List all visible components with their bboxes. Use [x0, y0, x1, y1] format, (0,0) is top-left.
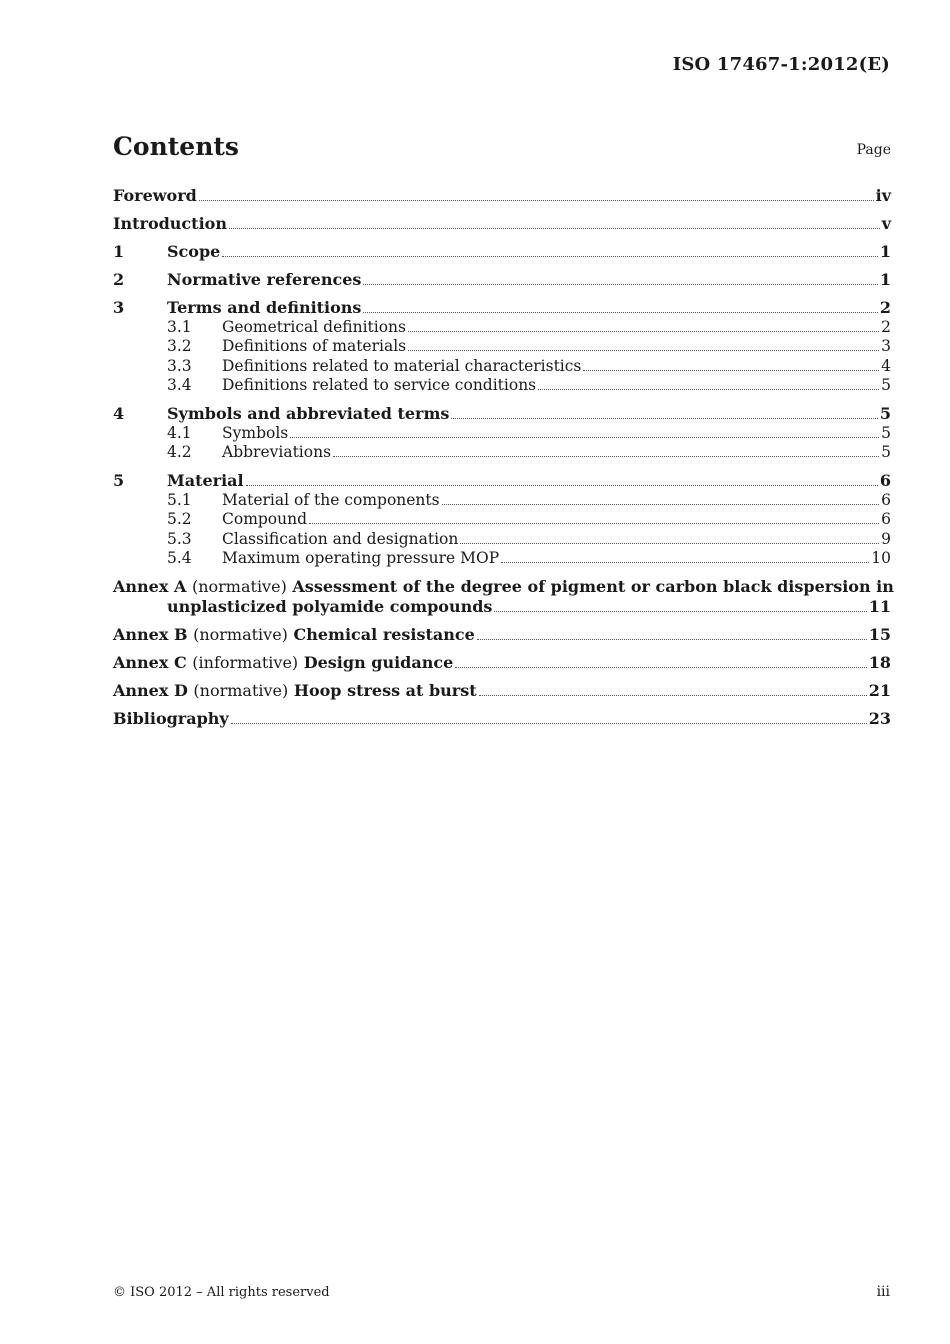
toc-number: 3.1	[167, 317, 192, 336]
toc-title: Abbreviations	[222, 443, 332, 461]
leader-dots	[477, 638, 867, 640]
toc-title: Material of the components	[222, 490, 440, 509]
toc-title: Classification and designation	[222, 529, 459, 548]
toc-title	[113, 625, 475, 645]
annex-type: (normative)	[193, 624, 288, 644]
toc-entry-5-4[interactable]	[113, 549, 891, 569]
leader-dots	[442, 503, 880, 505]
toc-number: 5.2	[167, 510, 192, 528]
toc-title: Compound	[222, 510, 308, 528]
toc-title: Definitions related to service conditions	[222, 376, 537, 394]
toc-title	[113, 653, 453, 673]
leader-dots	[229, 227, 880, 229]
toc-page: 6	[879, 471, 891, 490]
toc-entry-introduction[interactable]	[113, 214, 891, 234]
toc-title: Normative references	[167, 270, 362, 289]
leader-dots	[199, 199, 874, 201]
toc-title: Bibliography	[113, 708, 229, 728]
toc-entry-clause-4[interactable]	[113, 404, 891, 424]
toc-title: Geometrical definitions	[222, 317, 406, 336]
toc-title: Definitions of materials	[222, 337, 407, 355]
toc-number: 4	[113, 404, 125, 423]
annex-title: Hoop stress at burst	[293, 680, 477, 700]
toc-entry-foreword[interactable]	[113, 186, 891, 206]
toc-page: 4	[881, 356, 891, 375]
toc-page: iv	[875, 186, 891, 205]
copyright-notice: © ISO 2012 – All rights reserved	[113, 1285, 330, 1300]
toc-page: v	[881, 214, 891, 233]
leader-dots	[451, 417, 877, 419]
annex-label: Annex C	[113, 652, 187, 672]
toc-title: Definitions related to material characteristics	[222, 356, 582, 375]
page-column-label: Page	[856, 142, 891, 158]
leader-dots	[460, 542, 879, 544]
toc-title: Symbols and abbreviated terms	[167, 404, 450, 423]
toc-number: 3	[113, 298, 125, 317]
leader-dots	[501, 561, 869, 563]
document-id: ISO 17467-1:2012(E)	[672, 54, 890, 75]
annex-title: Chemical resistance	[293, 624, 475, 644]
toc-entry-clause-1[interactable]	[113, 242, 891, 262]
toc-number: 4.2	[167, 443, 192, 461]
toc-page: 5	[881, 423, 891, 442]
toc-entry-annex-a-line1[interactable]	[113, 577, 894, 597]
toc-page: 11	[868, 596, 891, 616]
leader-dots	[309, 522, 879, 524]
annex-type: (normative)	[193, 680, 289, 700]
leader-dots	[231, 722, 867, 724]
toc-page: 1	[879, 270, 891, 289]
toc-page: 6	[881, 510, 891, 528]
toc-entry-4-2[interactable]	[113, 443, 891, 463]
toc-number: 3.4	[167, 376, 192, 394]
page-number: iii	[876, 1284, 890, 1300]
toc-entry-annex-c[interactable]	[113, 653, 891, 673]
toc-number: 5.4	[167, 549, 192, 567]
toc-entry-4-1[interactable]	[113, 424, 891, 444]
toc-page: 3	[881, 337, 891, 355]
contents-title: Contents	[113, 132, 240, 161]
toc-entry-3-2[interactable]	[113, 337, 891, 357]
toc-title: Maximum operating pressure MOP	[222, 549, 500, 567]
toc-entry-clause-5[interactable]	[113, 471, 891, 491]
toc-page: 23	[868, 708, 891, 728]
leader-dots	[583, 369, 879, 371]
toc-number: 1	[113, 242, 125, 261]
toc-entry-5-3[interactable]	[113, 530, 891, 550]
toc-title: Introduction	[113, 214, 227, 233]
toc-title: Scope	[167, 242, 221, 261]
toc-page: 2	[881, 317, 891, 336]
toc-title: Symbols	[222, 423, 289, 442]
toc-page: 10	[871, 549, 891, 567]
toc-entry-5-1[interactable]	[113, 491, 891, 511]
annex-title-continued: unplasticized polyamide compounds	[167, 596, 493, 616]
toc-number: 5.1	[167, 490, 192, 509]
toc-number: 5.3	[167, 529, 192, 548]
annex-label: Annex A	[113, 577, 187, 596]
leader-dots	[479, 694, 867, 696]
toc-entry-3-1[interactable]	[113, 318, 891, 338]
leader-dots	[363, 311, 877, 313]
leader-dots	[333, 455, 879, 457]
leader-dots	[290, 436, 879, 438]
leader-dots	[222, 255, 878, 257]
toc-page: 6	[881, 490, 891, 509]
toc-entry-annex-b[interactable]	[113, 625, 891, 645]
annex-label: Annex B	[113, 624, 188, 644]
toc-page: 9	[881, 529, 891, 548]
toc-entry-5-2[interactable]	[113, 510, 891, 530]
leader-dots	[494, 610, 866, 612]
toc-number: 3.3	[167, 356, 192, 375]
leader-dots	[363, 283, 877, 285]
toc-page: 5	[881, 376, 891, 394]
toc-title: Material	[167, 471, 244, 490]
leader-dots	[408, 330, 879, 332]
toc-entry-annex-d[interactable]	[113, 681, 891, 701]
toc-number: 5	[113, 471, 125, 490]
annex-title: Design guidance	[303, 652, 454, 672]
toc-entry-bibliography[interactable]	[113, 709, 891, 729]
annex-title: Assessment of the degree of pigment or carbon black dispersion in	[292, 577, 894, 596]
toc-entry-clause-2[interactable]	[113, 270, 891, 290]
toc-page: 1	[879, 242, 891, 261]
leader-dots	[455, 666, 866, 668]
toc-title	[113, 577, 894, 597]
toc-entry-clause-3[interactable]	[113, 298, 891, 318]
annex-label: Annex D	[113, 680, 188, 700]
toc-entry-3-4[interactable]	[113, 376, 891, 396]
annex-type: (normative)	[191, 577, 287, 596]
toc-page: 21	[868, 680, 891, 700]
table-of-contents	[113, 186, 894, 728]
toc-number: 4.1	[167, 423, 192, 442]
toc-title: Terms and definitions	[167, 298, 362, 317]
leader-dots	[538, 388, 879, 390]
annex-type: (informative)	[192, 652, 299, 672]
contents-heading-row	[113, 132, 891, 166]
toc-entry-annex-a-line2[interactable]	[113, 597, 891, 617]
toc-page: 5	[879, 404, 891, 423]
toc-title	[113, 681, 477, 701]
toc-page: 5	[881, 443, 891, 461]
toc-page: 15	[868, 624, 891, 644]
leader-dots	[408, 349, 879, 351]
toc-page: 18	[868, 652, 891, 672]
toc-title: Foreword	[113, 186, 197, 205]
toc-entry-3-3[interactable]	[113, 357, 891, 377]
toc-number: 2	[113, 270, 125, 289]
toc-page: 2	[879, 298, 891, 317]
leader-dots	[246, 484, 878, 486]
toc-number: 3.2	[167, 337, 192, 355]
